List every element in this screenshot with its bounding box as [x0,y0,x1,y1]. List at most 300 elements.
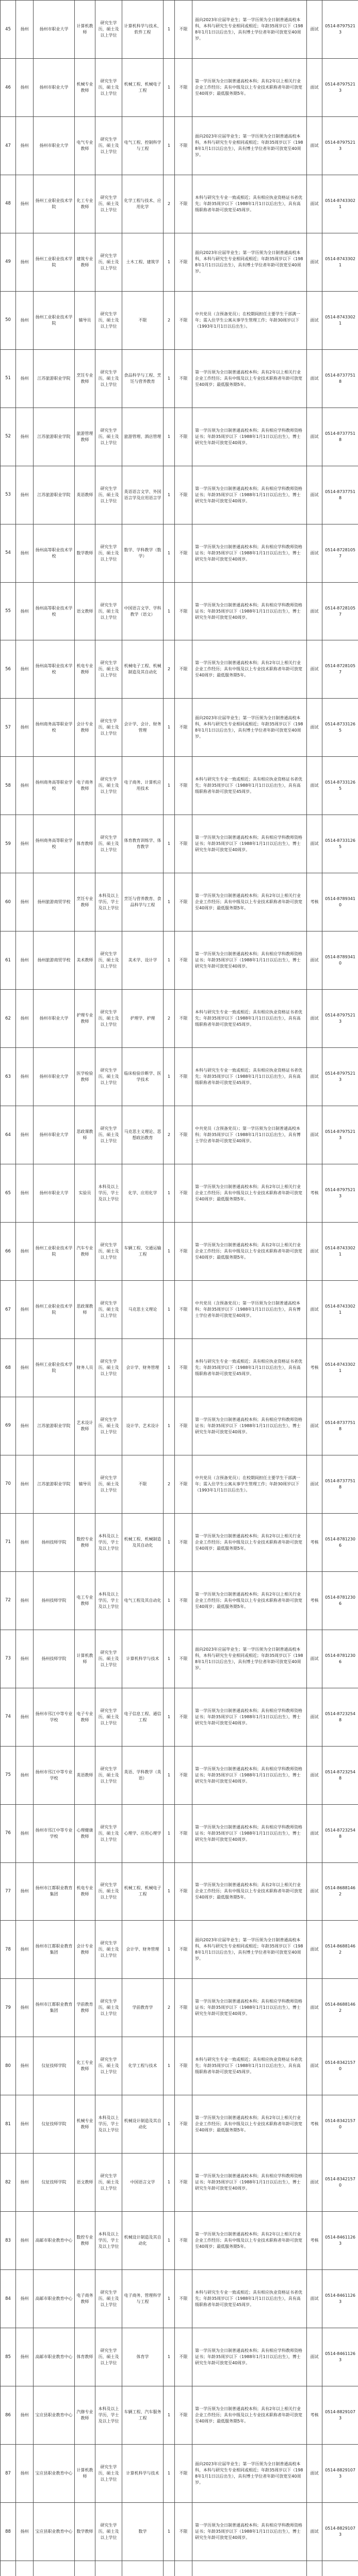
cell-conditions: 面向2023年应届毕业生；第一学历须为全日制普通高校本科，本科与研究生专业相同或相近；年龄35周岁以下（1988年1月1日以后出生），具有博士学位者年龄可放宽至40周岁。 [192,233,307,291]
table-row [1,640,358,699]
cell-index: 68 [1,1338,16,1397]
table-row [1,1979,358,2037]
cell-phone: 0514-86881462 [322,1921,358,1979]
cell-conditions: 本科与研究生专业一致或相近；具有相应执业资格证书者优先；年龄35周岁以下（1988年1月1日以后出生），具有高级职称者年龄可放宽至45周岁。 [192,2037,307,2095]
table-row [1,58,358,116]
cell-region: 扬州 [16,1106,34,1164]
cell-post: 机械专业教师 [75,58,95,116]
cell-index: 83 [1,2212,16,2270]
cell-unit: 扬州高等职业技术学校 [34,582,75,640]
table-row [1,2212,358,2270]
cell-index: 55 [1,582,16,640]
table-row [1,1921,358,1979]
cell-count: 1 [164,2502,175,2561]
cell-phone: 0514-87975213 [322,1048,358,1106]
cell-education: 研究生学历，硕士及以上学位 [95,582,122,640]
cell-region: 扬州 [16,175,34,233]
cell-exam-method: 面试 [307,990,322,1048]
cell-unit: 扬州市江都职业教育集团 [34,1979,75,2037]
cell-unit: 扬州旅游商贸学校 [34,931,75,990]
cell-count: 1 [164,1513,175,1571]
cell-index: 85 [1,2328,16,2386]
cell-target: 不限 [175,640,192,699]
cell-phone: 0514-87812306 [322,1513,358,1571]
cell-target: 不限 [175,1571,192,1630]
cell-phone: 0514-87975213 [322,58,358,116]
cell-region: 扬州 [16,699,34,757]
cell-phone: 0514-87281057 [322,640,358,699]
cell-count: 1 [164,1862,175,1921]
cell-count: 1 [164,1223,175,1281]
cell-post: 会计专业教师 [75,699,95,757]
table-row [1,2095,358,2154]
table-row [1,2445,358,2503]
cell-conditions: 第一学历须为全日制普通高校本科；具有相应学科教师资格证书；年龄35周岁以下（1988年1月1日以后出生），博士研究生年龄可放宽至40周岁。 [192,1688,307,1746]
cell-education: 研究生学历，硕士及以上学位 [95,291,122,349]
cell-index: 46 [1,58,16,116]
cell-conditions: 第一学历须为全日制普通高校本科；具有2年以上相关行业企业工作经历；具有中级及以上专业技术职称者年龄可放宽至40周岁；最低服务期5年。 [192,1223,307,1281]
cell-education: 研究生学历，硕士及以上学位 [95,349,122,408]
cell-conditions: 第一学历须为全日制普通高校本科；具有相应学科教师资格证书；年龄35周岁以下（1988年1月1日以后出生），博士研究生年龄可放宽至40周岁。 [192,466,307,524]
cell-major: 化学工程与技术、应用化学 [122,175,164,233]
cell-exam-method: 面试 [307,1804,322,1862]
cell-post: 会计专业教师 [75,1921,95,1979]
cell-index: 51 [1,349,16,408]
cell-target: 不限 [175,524,192,582]
cell-target: 不限 [175,757,192,815]
cell-exam-method: 面试 [307,2270,322,2328]
cell-post: 机电专业教师 [75,640,95,699]
cell-unit: 扬州工业职业技术学院 [34,1280,75,1338]
cell-phone: 0514-84611263 [322,2328,358,2386]
cell-exam-method: 考核 [307,1164,322,1223]
cell-phone: 0514-87893410 [322,931,358,990]
cell-target: 不限 [175,58,192,116]
cell-index: 62 [1,990,16,1048]
cell-target: 不限 [175,175,192,233]
cell-conditions: 面向2023年应届毕业生；第一学历须为全日制普通高校本科，本科与研究生专业相同或相近；年龄35周岁以下（1988年1月1日以后出生），具有博士学位者年龄可放宽至40周岁。 [192,699,307,757]
table-row [1,757,358,815]
cell-index: 66 [1,1223,16,1281]
cell-exam-method: 面试 [307,233,322,291]
cell-exam-method: 面试 [307,1630,322,1688]
cell-target: 不限 [175,2154,192,2212]
cell-count: 1 [164,1630,175,1688]
cell-target: 不限 [175,408,192,466]
cell-exam-method: 面试 [307,1862,322,1921]
cell-unit: 扬州市职业大学 [34,1,75,59]
cell-conditions: 面向2023年应届毕业生；第一学历须为全日制普通高校本科，本科与研究生专业相同或相近；年龄35周岁以下（1988年1月1日以后出生），具有博士学位者年龄可放宽至40周岁。 [192,1630,307,1688]
cell-conditions: 第一学历须为全日制普通高校本科；具有相应学科教师资格证书；年龄35周岁以下（1988年1月1日以后出生），博士研究生年龄可放宽至40周岁。 [192,1804,307,1862]
table-row [1,2386,358,2445]
cell-count: 1 [164,2095,175,2154]
cell-target: 不限 [175,291,192,349]
cell-conditions: 第一学历须为全日制普通高校本科；具有2年以上相关行业企业工作经历；具有中级及以上专业技术职称者年龄可放宽至40周岁；最低服务期5年。 [192,58,307,116]
cell-education: 研究生学历，硕士及以上学位 [95,1921,122,1979]
cell-major: 英语语言文学、外国语言学及应用语言学 [122,466,164,524]
cell-education: 研究生学历，硕士及以上学位 [95,1979,122,2037]
cell-phone: 0514-87812306 [322,1630,358,1688]
cell-post: 数控专业教师 [75,1513,95,1571]
cell-education: 研究生学历，硕士及以上学位 [95,1,122,59]
cell-unit: 扬州市江都职业教育集团 [34,1921,75,1979]
cell-region: 扬州 [16,524,34,582]
cell-index: 59 [1,815,16,873]
cell-index: 57 [1,699,16,757]
cell-education: 研究生学历，硕士及以上学位 [95,640,122,699]
cell-target: 不限 [175,116,192,175]
cell-phone: 0514-83421570 [322,2037,358,2095]
table-row [1,873,358,931]
table-row [1,1164,358,1223]
cell-index: 60 [1,873,16,931]
cell-count: 1 [164,1571,175,1630]
cell-target: 不限 [175,931,192,990]
cell-exam-method: 面试 [307,2445,322,2503]
cell-count: 1 [164,2037,175,2095]
cell-region: 扬州 [16,1223,34,1281]
cell-index: 79 [1,1979,16,2037]
cell-index: 71 [1,1513,16,1571]
cell-unit: 扬州商务高等职业学校 [34,699,75,757]
cell-target: 不限 [175,699,192,757]
cell-target: 不限 [175,1630,192,1688]
cell-post: 电气专业教师 [75,116,95,175]
cell-phone: 0514-87975213 [322,116,358,175]
cell-conditions: 本科与研究生专业一致或相近；具有相应执业资格证书者优先；年龄35周岁以下（1988年1月1日以后出生），具有高级职称者年龄可放宽至45周岁。 [192,175,307,233]
cell-post: 计算机教师 [75,2445,95,2503]
cell-major: 电子信息工程、通信工程 [122,1688,164,1746]
cell-conditions: 第一学历须为全日制普通高校本科；具有2年以上相关行业企业工作经历；具有中级及以上专业技术职称者年龄可放宽至40周岁；最低服务期5年。 [192,2386,307,2445]
cell-major: 电子商务、管理科学与工程 [122,2270,164,2328]
cell-conditions: 第一学历须为全日制普通高校本科；具有相应学科教师资格证书；年龄35周岁以下（1988年1月1日以后出生），博士研究生年龄可放宽至40周岁。 [192,2328,307,2386]
cell-major: 体育学 [122,2328,164,2386]
cell-exam-method: 面试 [307,2502,322,2561]
cell-region: 扬州 [16,1979,34,2037]
cell-conditions: 本科与研究生专业一致或相近；具有相应执业资格证书者优先；年龄35周岁以下（1988年1月1日以后出生），具有高级职称者年龄可放宽至45周岁。 [192,1048,307,1106]
cell-major: 会计学、财务管理 [122,1338,164,1397]
cell-index: 73 [1,1630,16,1688]
cell-region: 扬州 [16,1338,34,1397]
cell-unit: 宝应县职业教育中心 [34,2445,75,2503]
cell-phone: 0514-84611263 [322,2212,358,2270]
cell-index: 65 [1,1164,16,1223]
cell-target: 不限 [175,1513,192,1571]
cell-conditions: 第一学历须为全日制普通高校本科；具有相应学科教师资格证书；年龄35周岁以下（1988年1月1日以后出生），博士研究生年龄可放宽至40周岁。 [192,1979,307,2037]
cell-exam-method: 面试 [307,1,322,59]
cell-count: 1 [164,815,175,873]
cell-phone: 0514-87377518 [322,1455,358,1513]
cell-exam-method: 面试 [307,1746,322,1804]
cell-region: 扬州 [16,1513,34,1571]
cell-post: 化工专业教师 [75,175,95,233]
cell-exam-method: 面试 [307,58,322,116]
cell-count: 1 [164,582,175,640]
cell-index: 74 [1,1688,16,1746]
cell-unit: 江苏旅游职业学院 [34,466,75,524]
cell-conditions: 第一学历须为全日制普通高校本科；具有相应学科教师资格证书；年龄35周岁以下（1988年1月1日以后出生），博士研究生年龄可放宽至40周岁。 [192,1397,307,1455]
cell-target: 不限 [175,1804,192,1862]
cell-education: 本科及以上学历，学士及以上学位 [95,2095,122,2154]
cell-post: 体育教师 [75,2328,95,2386]
cell-target: 不限 [175,2095,192,2154]
cell-index: 84 [1,2270,16,2328]
cell-post: 化工专业教师 [75,2037,95,2095]
cell-index: 54 [1,524,16,582]
cell-unit: 扬州市邗江中等专业学校 [34,1688,75,1746]
cell-unit: 仪征技师学院 [34,2154,75,2212]
cell-unit: 扬州市职业大学 [34,990,75,1048]
cell-index: 49 [1,233,16,291]
cell-conditions: 中共党员（含预备党员）；第一学历须为全日制普通高校本科；年龄35周岁以下（1988年1月1日以后出生），具有博士学位者年龄可放宽至40周岁。 [192,1280,307,1338]
cell-exam-method: 面试 [307,175,322,233]
cell-post: 烹饪专业教师 [75,873,95,931]
cell-major: 车辆工程、汽车服务工程 [122,2386,164,2445]
cell-education: 研究生学历，硕士及以上学位 [95,990,122,1048]
cell-target: 不限 [175,1223,192,1281]
cell-conditions: 本科与研究生专业一致或相近；具有相应执业资格证书者优先；年龄35周岁以下（1988年1月1日以后出生），具有高级职称者年龄可放宽至45周岁。 [192,990,307,1048]
cell-region: 扬州 [16,1280,34,1338]
cell-major: 计算机科学与技术 [122,2445,164,2503]
cell-education: 本科及以上学历，学士及以上学位 [95,2386,122,2445]
cell-exam-method: 面试 [307,524,322,582]
cell-education: 研究生学历，硕士及以上学位 [95,1862,122,1921]
cell-post: 实验员 [75,1164,95,1223]
table-row [1,524,358,582]
cell-target: 不限 [175,1106,192,1164]
cell-education: 研究生学历，硕士及以上学位 [95,58,122,116]
table-body [1,1,358,2576]
cell-target: 不限 [175,1921,192,1979]
cell-post: 艺术设计教师 [75,1397,95,1455]
cell-post: 思政课教师 [75,1280,95,1338]
cell-phone: 0514-87433021 [322,1223,358,1281]
cell-count: 1 [164,58,175,116]
cell-index: 70 [1,1455,16,1513]
cell-target: 不限 [175,1746,192,1804]
cell-major: 学前教育学 [122,1979,164,2037]
cell-exam-method: 面试 [307,815,322,873]
cell-exam-method: 面试 [307,1979,322,2037]
cell-exam-method: 面试 [307,640,322,699]
cell-region: 扬州 [16,1688,34,1746]
cell-education: 研究生学历，硕士及以上学位 [95,1106,122,1164]
cell-education: 研究生学历，硕士及以上学位 [95,1397,122,1455]
cell-education: 研究生学历，硕士及以上学位 [95,2328,122,2386]
cell-post: 电工专业教师 [75,1571,95,1630]
cell-exam-method: 面试 [307,1397,322,1455]
cell-region: 扬州 [16,990,34,1048]
cell-exam-method: 面试 [307,408,322,466]
cell-conditions: 本科与研究生专业一致或相近；具有相应执业资格证书者优先；年龄35周岁以下（1988年1月1日以后出生），具有高级职称者年龄可放宽至45周岁。 [192,757,307,815]
cell-target: 不限 [175,1397,192,1455]
cell-phone: 0514-87433021 [322,291,358,349]
cell-major: 电子商务、计算机应用技术 [122,757,164,815]
cell-post: 医学检验教师 [75,1048,95,1106]
cell-index: 76 [1,1804,16,1862]
cell-region: 扬州 [16,873,34,931]
cell-region: 扬州 [16,1397,34,1455]
cell-conditions: 第一学历须为全日制普通高校本科；具有2年以上相关行业企业工作经历；具有中级及以上专业技术职称者年龄可放宽至40周岁；最低服务期5年。 [192,2095,307,2154]
cell-exam-method: 面试 [307,1921,322,1979]
table-row [1,1804,358,1862]
cell-education: 研究生学历，硕士及以上学位 [95,233,122,291]
cell-phone: 0514-87377518 [322,349,358,408]
cell-post: 美术教师 [75,931,95,990]
cell-phone: 0514-87281057 [322,582,358,640]
cell-exam-method: 面试 [307,699,322,757]
table-row [1,175,358,233]
cell-count: 1 [164,931,175,990]
cell-major: 马克思主义理论 [122,1280,164,1338]
cell-unit: 扬州旅游商贸学校 [34,873,75,931]
cell-education: 研究生学历，硕士及以上学位 [95,2502,122,2561]
cell-count: 2 [164,291,175,349]
cell-target: 不限 [175,2328,192,2386]
cell-index: 80 [1,2037,16,2095]
cell-post: 辅导员 [75,291,95,349]
cell-phone: 0514-87975213 [322,990,358,1048]
cell-phone: 0514-87433021 [322,1280,358,1338]
cell-target: 不限 [175,990,192,1048]
cell-exam-method: 面试 [307,466,322,524]
cell-major: 机械工程、机械电子工程 [122,1862,164,1921]
cell-region: 扬州 [16,2328,34,2386]
cell-index: 53 [1,466,16,524]
cell-unit: 高邮市职业教育中心 [34,2328,75,2386]
cell-index: 82 [1,2154,16,2212]
cell-index: 88 [1,2502,16,2561]
cell-major: 烹饪与营养教育、食品科学与工程 [122,873,164,931]
cell-education: 研究生学历，硕士及以上学位 [95,699,122,757]
cell-education: 研究生学历，硕士及以上学位 [95,757,122,815]
cell-region: 扬州 [16,640,34,699]
cell-region: 扬州 [16,233,34,291]
cell-count: 1 [164,1921,175,1979]
cell-count: 1 [164,1280,175,1338]
cell-region: 扬州 [16,116,34,175]
cell-exam-method: 面试 [307,2037,322,2095]
cell-phone: 0514-87812306 [322,1571,358,1630]
cell-index: 72 [1,1571,16,1630]
table-row [1,1223,358,1281]
cell-education: 研究生学历，硕士及以上学位 [95,466,122,524]
cell-region: 扬州 [16,2386,34,2445]
cell-phone: 0514-88291073 [322,2502,358,2561]
cell-count: 2 [164,990,175,1048]
cell-unit: 扬州高等职业技术学校 [34,640,75,699]
cell-education: 研究生学历，硕士及以上学位 [95,1688,122,1746]
cell-education: 研究生学历，硕士及以上学位 [95,116,122,175]
cell-post: 语文教师 [75,2154,95,2212]
cell-target: 不限 [175,1455,192,1513]
cell-major: 心理学、应用心理学 [122,1804,164,1862]
cell-education: 本科及以上学历，学士及以上学位 [95,2212,122,2270]
cell-unit: 扬州商务高等职业学校 [34,757,75,815]
table-row [1,1862,358,1921]
cell-count [164,2561,175,2576]
cell-major: 车辆工程、交通运输工程 [122,1223,164,1281]
cell-major: 计算机科学与技术 [122,1630,164,1688]
table-row [1,1338,358,1397]
table-row [1,2328,358,2386]
cell-education: 研究生学历，硕士及以上学位 [95,1746,122,1804]
cell-target: 不限 [175,1688,192,1746]
cell-region: 扬州 [16,466,34,524]
cell-count: 1 [164,699,175,757]
cell-post: 英语教师 [75,466,95,524]
cell-education: 研究生学历，硕士及以上学位 [95,1338,122,1397]
cell-phone: 0514-87232548 [322,1804,358,1862]
cell-count: 1 [164,408,175,466]
table-row [1,1455,358,1513]
cell-unit: 扬州技师学院 [34,1513,75,1571]
cell-region: 扬州 [16,1921,34,1979]
table-row [1,2154,358,2212]
cell-post: 机械专业教师 [75,2095,95,2154]
cell-region: 扬州 [16,1862,34,1921]
cell-region: 扬州 [16,58,34,116]
cell-region: 扬州 [16,1048,34,1106]
cell-count: 1 [164,466,175,524]
cell-phone: 0514-87331265 [322,815,358,873]
cell-target: 不限 [175,873,192,931]
cell-target: 不限 [175,1,192,59]
cell-exam-method: 面试 [307,1280,322,1338]
cell-post: 语文教师 [75,582,95,640]
cell-major: 土木工程、建筑学 [122,233,164,291]
cell-conditions: 第一学历须为全日制普通高校本科；具有相应学科教师资格证书；年龄35周岁以下（1988年1月1日以后出生），博士研究生年龄可放宽至40周岁。 [192,2502,307,2561]
cell-conditions: 第一学历须为全日制普通高校本科；具有相应学科教师资格证书；年龄35周岁以下（1988年1月1日以后出生），博士研究生年龄可放宽至40周岁。 [192,815,307,873]
cell-index: 86 [1,2386,16,2445]
cell-unit: 仪征技师学院 [34,2095,75,2154]
cell-conditions: 第一学历须为全日制普通高校本科；具有相应学科教师资格证书；年龄35周岁以下（1988年1月1日以后出生），博士研究生年龄可放宽至40周岁。 [192,524,307,582]
cell-region: 扬州 [16,2037,34,2095]
table-row [1,1280,358,1338]
cell-count: 1 [164,2154,175,2212]
cell-exam-method: 考核 [307,2386,322,2445]
cell-major: 电气工程、控制科学与工程 [122,116,164,175]
cell-phone [322,2561,358,2576]
cell-count: 1 [164,2212,175,2270]
cell-region: 扬州 [16,2270,34,2328]
cell-post: 数学教师 [75,2502,95,2561]
cell-conditions: 中共党员（含预备党员）；在校期间担任主要学生干部满一年；需入住学生公寓从事学生管理工作；年龄30周岁以下（1993年1月1日以后出生）。 [192,291,307,349]
table-row [1,582,358,640]
cell-post: 电子商务教师 [75,2270,95,2328]
cell-count: 1 [164,2328,175,2386]
cell-index: 48 [1,175,16,233]
cell-count: 1 [164,1048,175,1106]
cell-index: 64 [1,1106,16,1164]
cell-unit: 江苏旅游职业学院 [34,1455,75,1513]
table-row [1,466,358,524]
cell-index: 45 [1,1,16,59]
cell-region: 扬州 [16,2154,34,2212]
cell-count: 1 [164,116,175,175]
cell-post: 护理专业教师 [75,990,95,1048]
cell-count: 2 [164,1979,175,2037]
table-row [1,1513,358,1571]
cell-target: 不限 [175,2037,192,2095]
table-row [1,233,358,291]
table-row [1,2561,358,2576]
cell-conditions: 本科与研究生专业一致或相近；具有相应执业资格证书者优先；年龄35周岁以下（1988年1月1日以后出生），具有高级职称者年龄可放宽至45周岁。 [192,1338,307,1397]
cell-target: 不限 [175,2212,192,2270]
cell-major [122,2561,164,2576]
table-row [1,2502,358,2561]
cell-count: 1 [164,1688,175,1746]
